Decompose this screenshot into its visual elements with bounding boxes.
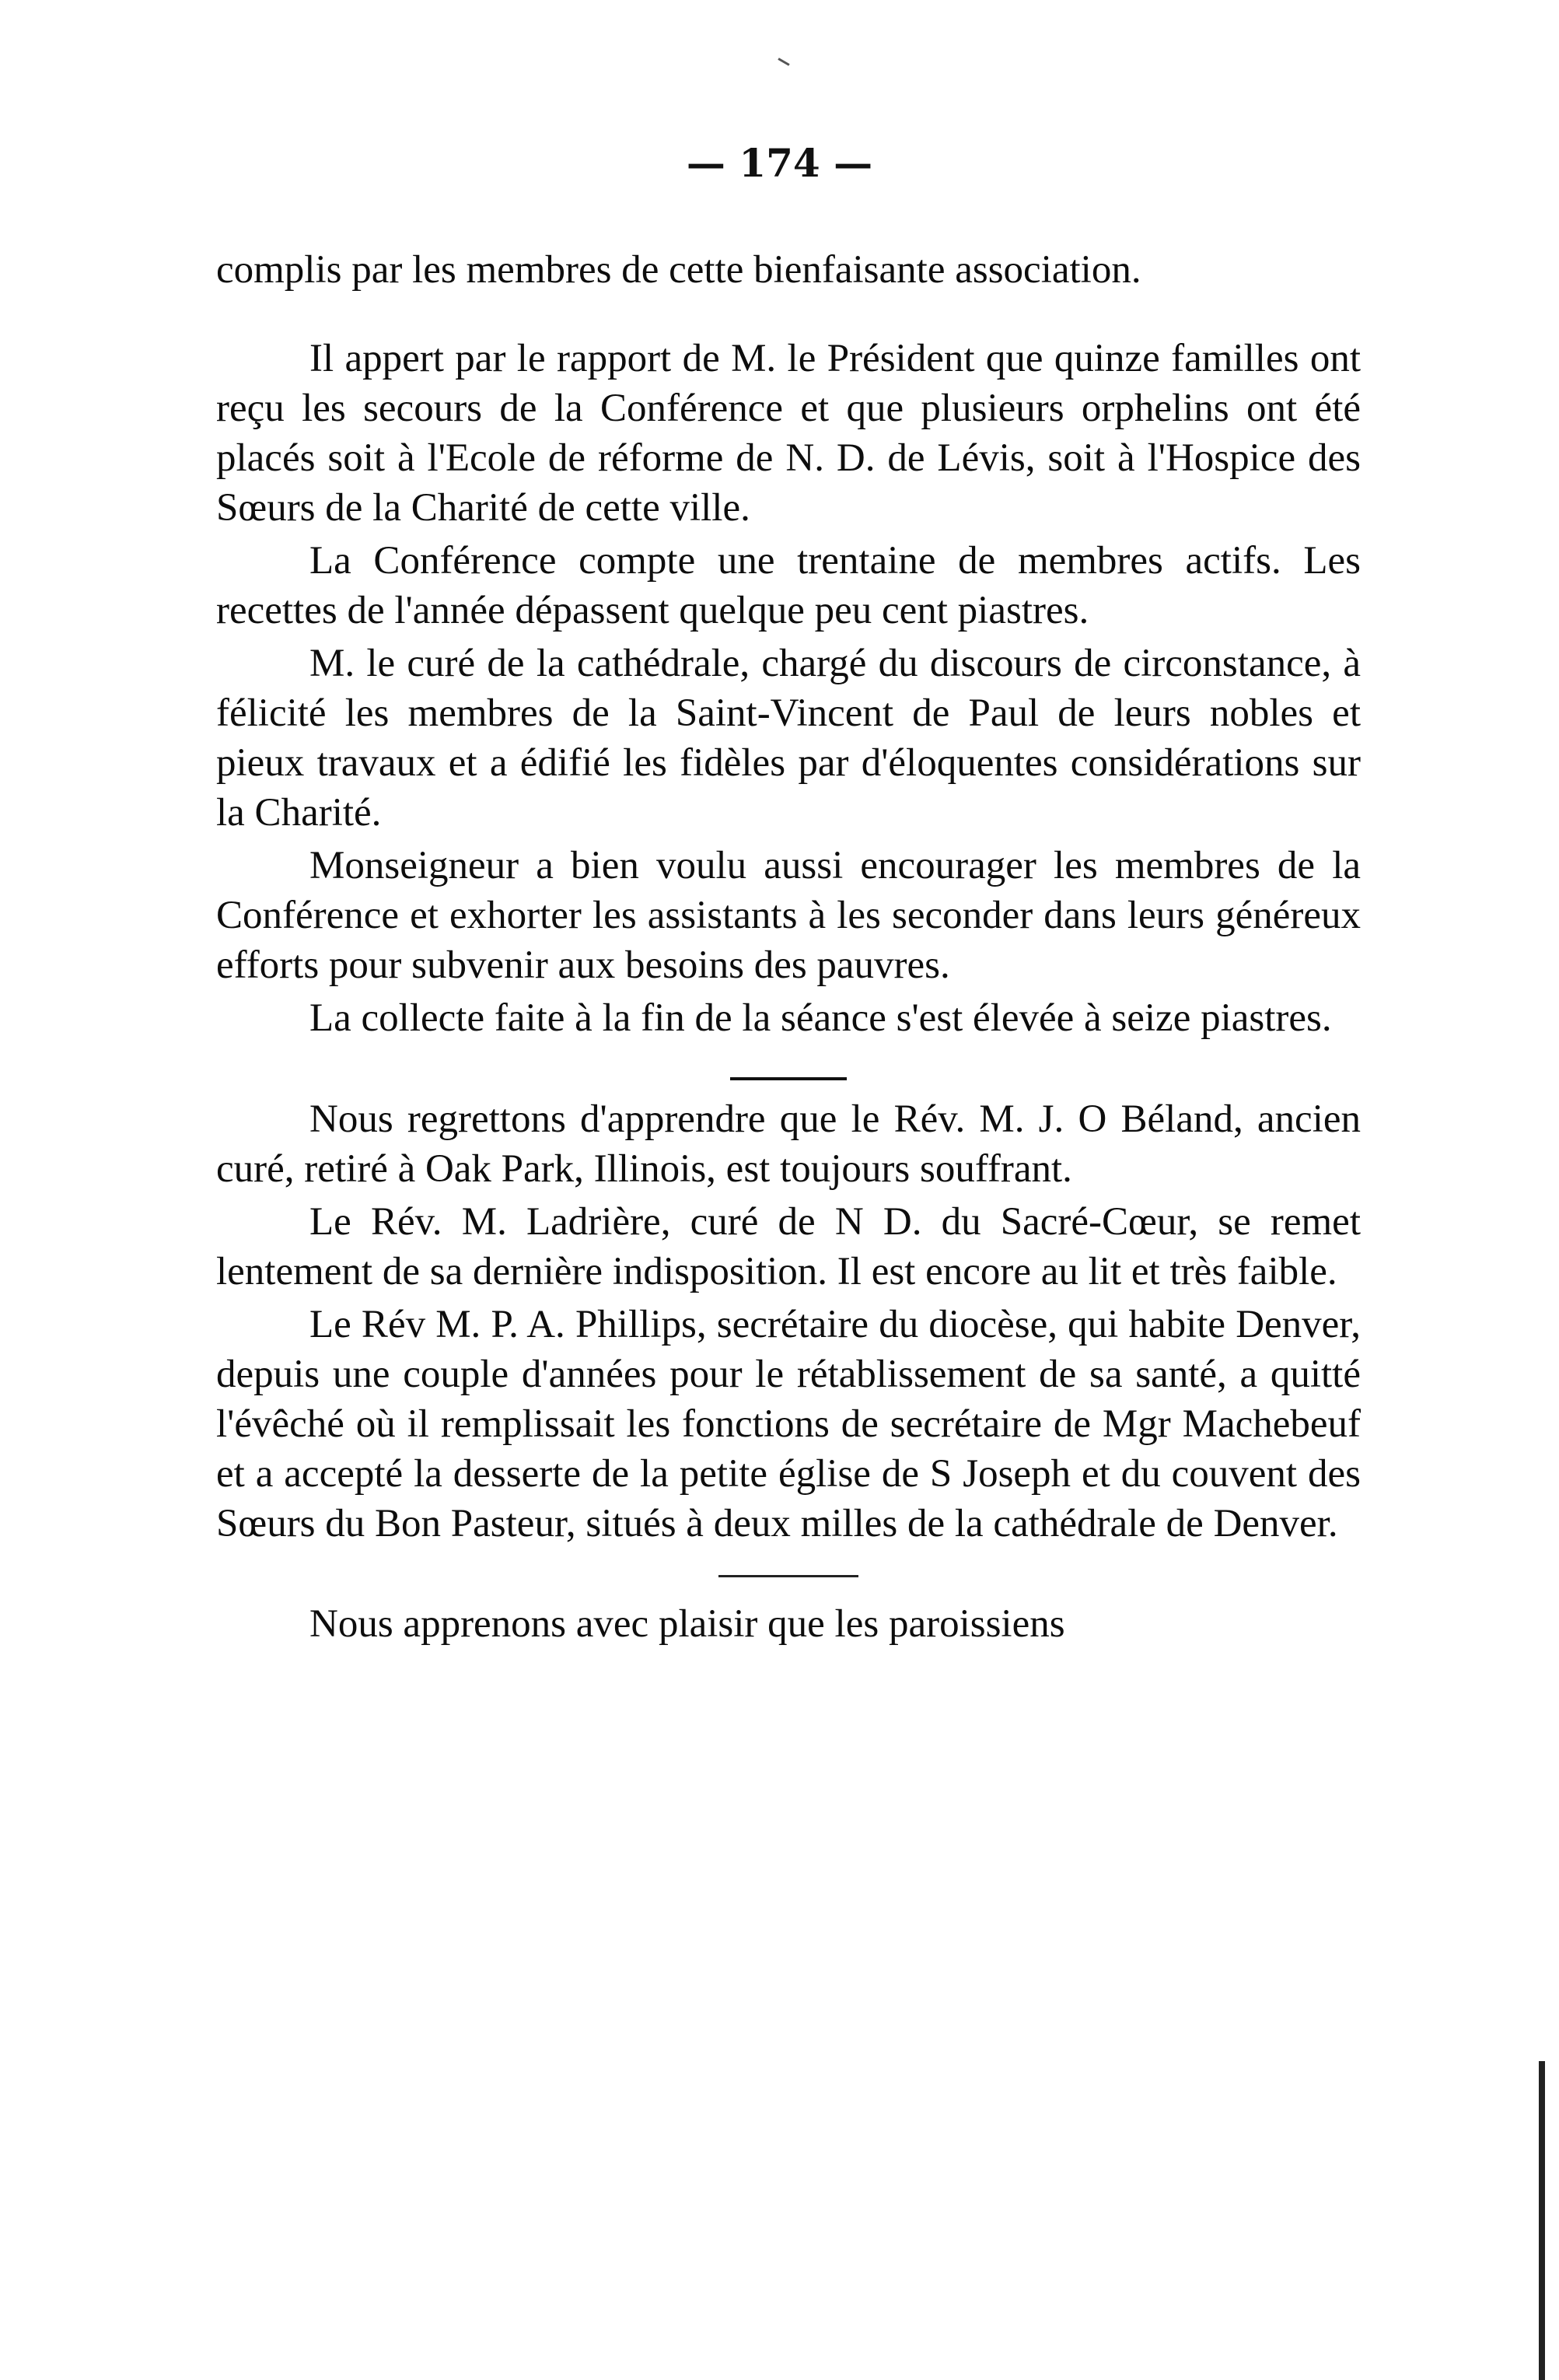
paragraph-president-report: Il appert par le rapport de M. le Président que quinze familles ont reçu les secours de la Conférence et que plusieurs orphelins ont été placés soit à l'Ecole de réforme de N. D. de Lévis, soit à l'Hospice des Sœurs de la Charité de cette ville. bbox=[216, 337, 1361, 530]
paragraph-beland: Nous regrettons d'apprendre que le Rév. M. J. O Béland, ancien curé, retiré à Oak Park, Illinois, est toujours souffrant. bbox=[216, 1097, 1361, 1191]
paragraph-paroissiens: Nous apprenons avec plaisir que les paroissiens bbox=[309, 1602, 1065, 1646]
paragraph-phillips: Le Rév M. P. A. Phillips, secrétaire du diocèse, qui habite Denver, depuis une couple d'années pour le rétablissement de sa santé, a quitté l'évêché où il remplissait les fonctions de secrétaire de Mgr Machebeuf et a accepté la desserte de la petite église de S Joseph et du couvent des Sœurs du Bon Pasteur, situés à deux milles de la cathédrale de Denver. bbox=[216, 1303, 1361, 1545]
scan-artifact-mark bbox=[778, 58, 789, 66]
section-divider-2 bbox=[718, 1575, 858, 1577]
paragraph-cure-discourse: M. le curé de la cathédrale, chargé du discours de circonstance, à félicité les membres de la Saint-Vincent de Paul de leurs nobles et pieux travaux et a édifié les fidèles par d'éloquentes considérations sur la Charité. bbox=[216, 642, 1361, 835]
page-edge-mark bbox=[1539, 2061, 1545, 2380]
paragraph-collecte: La collecte faite à la fin de la séance s'est élevée à seize piastres. bbox=[309, 996, 1332, 1040]
paragraph-monseigneur: Monseigneur a bien voulu aussi encourager les membres de la Conférence et exhorter les assistants à les seconder dans leurs généreux efforts pour subvenir aux besoins des pauvres. bbox=[216, 844, 1361, 987]
paragraph-members-count: La Conférence compte une trentaine de membres actifs. Les recettes de l'année dépassent quelque peu cent piastres. bbox=[216, 539, 1361, 632]
paragraph-ladriere: Le Rév. M. Ladrière, curé de N D. du Sacré-Cœur, se remet lentement de sa dernière indisposition. Il est encore au lit et très faible. bbox=[216, 1200, 1361, 1293]
section-divider bbox=[730, 1077, 847, 1080]
page-number: — 174 — bbox=[686, 140, 873, 186]
page-body bbox=[216, 245, 1361, 1649]
paragraph-continuation: complis par les membres de cette bienfaisante association. bbox=[216, 248, 1141, 292]
